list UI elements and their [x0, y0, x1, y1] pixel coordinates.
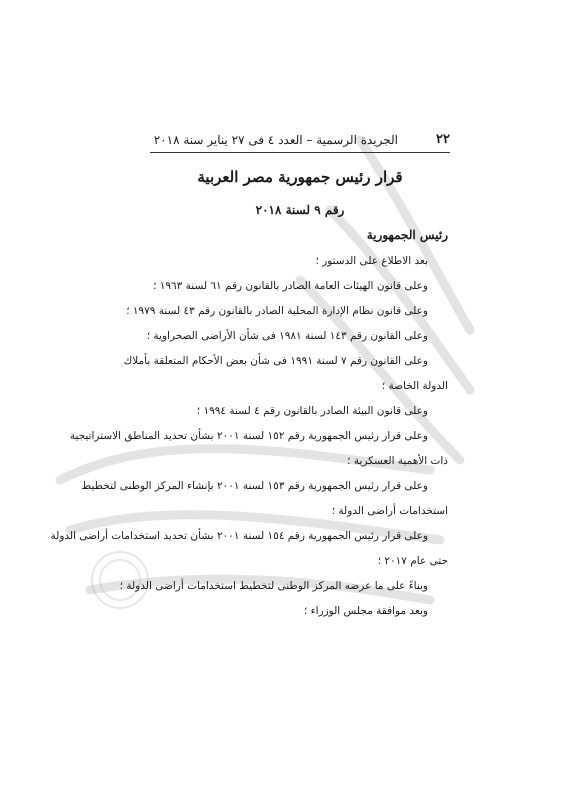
body-line: وعلى قرار رئيس الجمهورية رقم ١٥٣ لسنة ٢٠٠١ بإنشاء المركز الوطنى لتخطيط: [81, 480, 428, 492]
body-line: وعلى قانون نظام الإدارة المحلية الصادر بالقانون رقم ٤٣ لسنة ١٩٧٩ ؛: [126, 305, 428, 317]
decree-title: قرار رئيس جمهورية مصر العربية: [197, 168, 403, 186]
body-line: ذات الأهمية العسكرية ؛: [347, 455, 448, 467]
section-heading: رئيس الجمهورية: [366, 228, 448, 242]
decree-number: رقم ٩ لسنة ٢٠١٨: [255, 203, 345, 217]
header-text: الجريدة الرسمية – العدد ٤ فى ٢٧ يناير سنة ٢٠١٨: [153, 133, 398, 147]
body-line: وعلى قرار رئيس الجمهورية رقم ١٥٤ لسنة ٢٠٠١ بشأن تحديد استخدامات أراضى الدولة: [50, 530, 428, 542]
body-line: بعد الاطلاع على الدستور ؛: [315, 255, 428, 267]
body-line: وبناءً على ما عرضه المركز الوطنى لتخطيط استخدامات أراضى الدولة ؛: [119, 580, 428, 592]
body-line: وعلى قانون الهيئات العامة الصادر بالقانون رقم ٦١ لسنة ١٩٦٣ ؛: [153, 280, 428, 292]
body-line: وبعد موافقة مجلس الوزراء ؛: [304, 605, 428, 617]
header-rule: [150, 152, 450, 153]
body-line: حتى عام ٢٠١٧ ؛: [377, 555, 448, 567]
body-line: الدولة الخاصة ؛: [381, 380, 448, 392]
page-number: ٢٢: [436, 132, 450, 147]
decree-body: [50, 228, 448, 618]
body-line: وعلى القانون رقم ٧ لسنة ١٩٩١ فى شأن بعض الأحكام المتعلقة بأملاك: [123, 355, 428, 367]
page-header: [150, 128, 450, 154]
body-line: وعلى قرار رئيس الجمهورية رقم ١٥٢ لسنة ٢٠٠١ بشأن تحديد المناطق الاستراتيجية: [69, 430, 428, 442]
body-line: استخدامات أراضى الدولة ؛: [331, 505, 448, 517]
body-line: وعلى قانون البيئة الصادر بالقانون رقم ٤ لسنة ١٩٩٤ ؛: [196, 405, 428, 417]
body-line: وعلى القانون رقم ١٤٣ لسنة ١٩٨١ فى شأن الأراضى الصحراوية ؛: [146, 330, 428, 342]
